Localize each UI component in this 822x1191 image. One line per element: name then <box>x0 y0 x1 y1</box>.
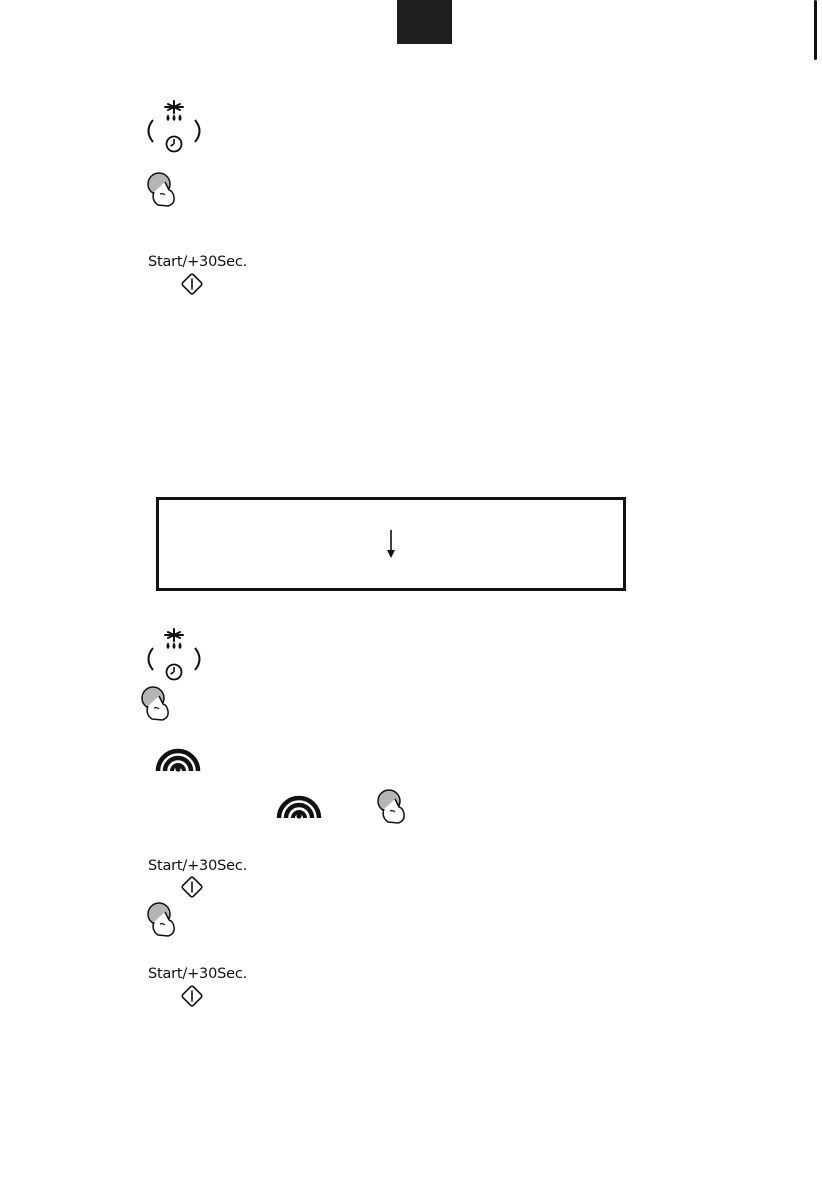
rotary-dial-icon[interactable] <box>146 170 180 208</box>
rotary-dial-icon-2[interactable] <box>140 684 174 722</box>
defrost-button-icon-2[interactable] <box>143 627 205 683</box>
microwave-power-icon[interactable] <box>155 743 201 773</box>
rotary-dial-icon-3[interactable] <box>146 900 180 938</box>
start-diamond-icon-2[interactable] <box>180 875 204 899</box>
start-diamond-icon[interactable] <box>180 272 204 296</box>
start-diamond-icon-3[interactable] <box>180 984 204 1008</box>
start-30sec-label-3: Start/+30Sec. <box>148 966 248 982</box>
start-30sec-label-2: Start/+30Sec. <box>148 858 248 874</box>
page-edge-mark <box>814 0 817 60</box>
start-30sec-label: Start/+30Sec. <box>148 254 248 270</box>
rotary-dial-icon-inline[interactable] <box>376 787 410 825</box>
page-header-tab <box>397 0 452 44</box>
defrost-button-icon[interactable] <box>143 99 205 155</box>
microwave-power-icon-inline[interactable] <box>276 790 322 820</box>
info-box <box>156 497 626 591</box>
down-arrow-icon <box>385 530 397 564</box>
